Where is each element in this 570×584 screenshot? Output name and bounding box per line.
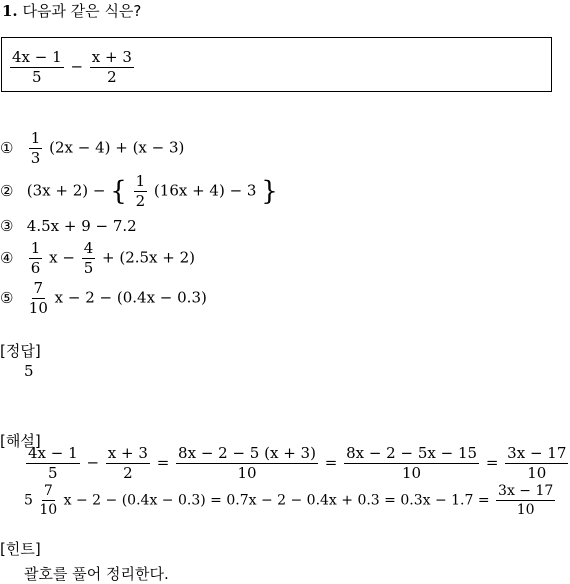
numerator: 1 — [135, 172, 146, 190]
option-text: x − — [49, 248, 75, 267]
option-marker: ③ — [0, 217, 14, 235]
operator: − — [86, 453, 100, 472]
fraction — [29, 281, 48, 316]
denominator: 5 — [32, 68, 42, 86]
numerator: 3x − 17 — [507, 444, 567, 462]
option-marker: ① — [0, 138, 14, 157]
solution-text: x − 2 − (0.4x − 0.3) = 0.7x − 2 − 0.4x + 0.3 = 0.3x − 1.7 = — [63, 492, 490, 509]
fraction — [134, 174, 148, 209]
denominator: 6 — [30, 259, 41, 277]
option-marker: ⑤ — [0, 288, 14, 307]
fraction — [29, 131, 43, 166]
question-header — [2, 0, 141, 21]
option-text: x − 2 − (0.4x − 0.3) — [54, 288, 207, 307]
option-3[interactable] — [0, 217, 137, 235]
solution-line-1 — [24, 446, 570, 481]
option-1[interactable] — [0, 131, 184, 166]
right-brace: } — [261, 176, 278, 207]
fraction — [505, 446, 568, 481]
option-marker: ② — [0, 181, 14, 200]
fraction — [10, 50, 64, 85]
numerator: 1 — [30, 239, 41, 257]
denominator: 10 — [237, 464, 257, 482]
hint-text: 괄호를 풀어 정리한다. — [24, 565, 169, 583]
denominator: 5 — [83, 259, 94, 277]
question-expression-box — [1, 37, 552, 92]
denominator: 3 — [30, 149, 41, 167]
option-text: (16x + 4) − 3 — [153, 181, 257, 200]
fraction — [39, 484, 57, 517]
numerator: 8x − 2 − 5x − 15 — [346, 444, 478, 462]
fraction — [176, 446, 318, 481]
question-prompt: 다음과 같은 식은? — [22, 2, 142, 20]
left-brace: { — [110, 176, 127, 207]
solution-prefix: 5 — [24, 492, 33, 509]
equals-sign: = — [156, 453, 170, 472]
option-5[interactable] — [0, 281, 207, 316]
denominator: 2 — [107, 68, 117, 86]
option-text: + (2.5x + 2) — [102, 248, 196, 267]
denominator: 2 — [135, 192, 146, 210]
fraction — [82, 241, 96, 276]
solution-header: [해설] — [0, 432, 41, 450]
hint-header: [힌트] — [0, 540, 41, 558]
option-2[interactable] — [0, 174, 278, 209]
denominator: 10 — [402, 464, 422, 482]
option-4[interactable] — [0, 241, 195, 276]
equals-sign: = — [324, 453, 338, 472]
fraction — [26, 446, 80, 481]
question-number: 1. — [2, 2, 18, 20]
option-text: (3x + 2) − — [26, 181, 106, 200]
denominator: 10 — [39, 502, 58, 518]
option-marker: ④ — [0, 248, 14, 267]
denominator: 10 — [527, 464, 547, 482]
numerator: 4 — [83, 239, 94, 257]
denominator: 10 — [516, 502, 535, 518]
fraction — [29, 241, 43, 276]
denominator: 2 — [123, 464, 133, 482]
denominator: 5 — [48, 464, 58, 482]
numerator: 3x − 17 — [498, 483, 554, 499]
answer-value: 5 — [24, 362, 34, 380]
numerator: 7 — [33, 279, 44, 297]
question-expression — [8, 50, 136, 85]
fraction — [90, 50, 134, 85]
operator: − — [70, 57, 84, 76]
numerator: 4x − 1 — [28, 444, 78, 462]
equals-sign: = — [485, 453, 499, 472]
answer-header: [정답] — [0, 342, 41, 360]
denominator: 10 — [28, 299, 48, 317]
option-text: 4.5x + 9 − 7.2 — [26, 217, 137, 235]
numerator: x + 3 — [107, 444, 148, 462]
numerator: 8x − 2 − 5 (x + 3) — [178, 444, 316, 462]
fraction — [106, 446, 150, 481]
option-text: (2x − 4) + (x − 3) — [49, 138, 185, 157]
numerator: 1 — [30, 129, 41, 147]
fraction — [496, 484, 555, 517]
numerator: x + 3 — [91, 48, 132, 66]
solution-line-2 — [24, 484, 557, 517]
numerator: 7 — [43, 483, 53, 499]
fraction — [344, 446, 479, 481]
numerator: 4x − 1 — [12, 48, 62, 66]
